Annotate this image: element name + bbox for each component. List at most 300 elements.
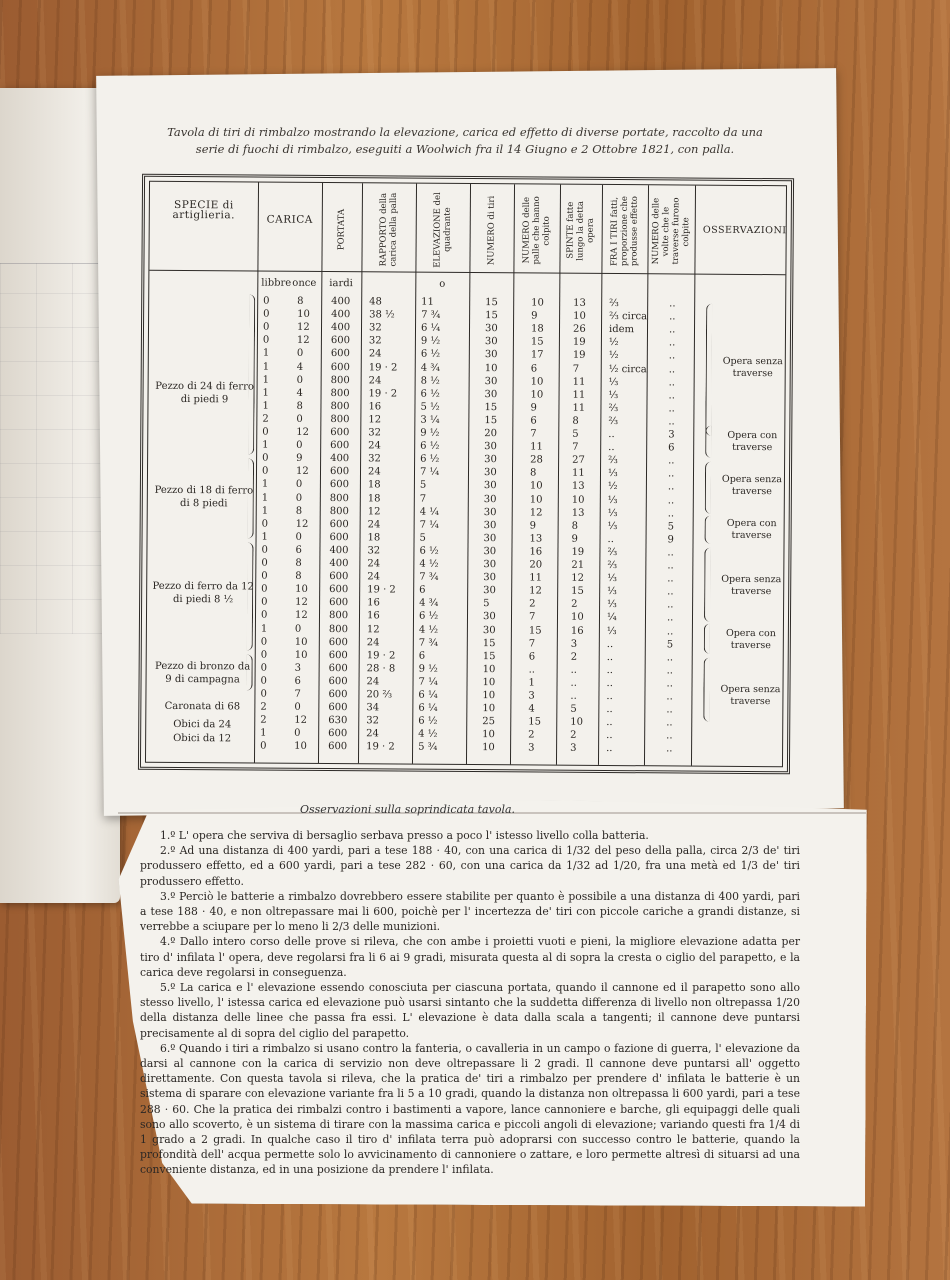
header-specie: SPECIE di artiglieria. (172, 198, 236, 222)
cell-elevazione: 7 ¼ (419, 519, 439, 531)
cell-once: 12 (296, 322, 310, 334)
cell-rapporto: 12 (368, 414, 382, 426)
cell-elevazione: 7 ¼ (419, 466, 440, 479)
cell-numero-tiri: 15 (484, 401, 498, 414)
cell-numero-tiri: 30 (482, 611, 496, 623)
cell-numero-palle: 9 (530, 402, 537, 414)
cell-libbre: 0 (261, 557, 268, 569)
cell-portata: 600 (330, 361, 350, 373)
cell-numero-palle: 15 (528, 624, 542, 637)
notes-body (140, 828, 800, 1178)
observation: Opera con traverse (725, 627, 776, 652)
cell-once: 8 (295, 570, 302, 582)
left-page-ghost-table (0, 263, 108, 634)
cell-portata: 600 (330, 335, 351, 347)
group-brace (248, 294, 255, 454)
observation: Opera senza traverse (721, 573, 782, 598)
cell-once: 12 (294, 610, 308, 622)
cell-once: 10 (294, 649, 308, 661)
cell-elevazione: 11 (421, 296, 434, 308)
cell-rapporto: 20 ⅔ (366, 689, 393, 701)
cell-rapporto: 24 (368, 374, 382, 387)
cell-fra-tiri: ¼ (606, 612, 617, 624)
cell-numero-volte: 9 (667, 534, 674, 546)
cell-elevazione: 6 ½ (420, 349, 441, 361)
cell-elevazione: 7 (419, 493, 427, 505)
cell-spinte: 11 (572, 389, 586, 401)
cell-once: 3 (294, 662, 302, 674)
cell-once: 6 (295, 544, 302, 556)
cell-elevazione: 7 ¼ (418, 676, 438, 688)
cell-fra-tiri: ⅓ (607, 599, 617, 611)
cell-spinte: 11 (572, 402, 586, 414)
notes-title: Osservazioni sulla soprindicata tavola. (300, 803, 516, 816)
cell-once: 12 (295, 518, 309, 530)
cell-spinte: 7 (572, 441, 579, 453)
cell-elevazione: 7 ¾ (421, 309, 441, 321)
cell-spinte: 10 (570, 716, 584, 729)
cell-portata: 600 (329, 571, 349, 583)
cell-fra-tiri: .. (606, 743, 613, 755)
cell-rapporto: 24 (366, 636, 380, 648)
cell-numero-tiri: 30 (482, 624, 496, 636)
cell-fra-tiri: .. (606, 704, 613, 716)
cell-portata: 800 (329, 492, 349, 504)
cell-once: 10 (294, 741, 307, 753)
cell-spinte: .. (570, 690, 577, 702)
cell-spinte: 13 (573, 297, 586, 309)
cell-spinte: .. (570, 677, 577, 689)
cell-numero-volte: .. (667, 547, 674, 559)
cell-once: 0 (296, 374, 304, 386)
cell-spinte: 15 (571, 585, 584, 598)
cell-numero-palle: 10 (530, 389, 544, 401)
cell-elevazione: 7 ¾ (418, 637, 439, 649)
cell-once: 12 (296, 335, 310, 347)
cell-portata: 600 (328, 649, 348, 661)
cell-rapporto: 32 (368, 427, 382, 439)
cell-portata: 800 (330, 387, 350, 399)
cell-elevazione: 6 ½ (419, 545, 439, 557)
cell-libbre: 1 (260, 623, 268, 635)
cell-libbre: 1 (262, 347, 270, 360)
cell-numero-palle: 4 (528, 703, 535, 715)
cell-numero-palle: 3 (528, 742, 535, 754)
cell-spinte: 13 (571, 507, 585, 519)
cell-libbre: 0 (261, 518, 269, 530)
cell-spinte: 9 (571, 533, 578, 545)
cell-numero-tiri: 30 (484, 323, 498, 335)
cell-numero-palle: 16 (529, 546, 543, 558)
cell-numero-tiri: 30 (483, 585, 496, 597)
cell-portata: 600 (330, 427, 350, 439)
cell-elevazione: 8 ½ (420, 375, 440, 387)
cell-libbre: 2 (260, 701, 267, 713)
cell-rapporto: 12 (367, 505, 381, 517)
cell-fra-tiri: .. (606, 664, 614, 676)
cell-rapporto: 19 · 2 (367, 584, 396, 596)
group-label: Pezzo di bronzo da 9 di campagna (155, 660, 251, 686)
cell-portata: 400 (329, 544, 349, 557)
cell-numero-tiri: 20 (484, 428, 498, 440)
header-rapporto: RAPPORTO della carica della palla (378, 192, 399, 267)
cell-fra-tiri: ⅓ (608, 376, 619, 388)
cell-fra-tiri: .. (606, 690, 613, 703)
cell-fra-tiri: ⅔ (608, 402, 619, 414)
cell-once: 12 (295, 597, 308, 609)
cell-libbre: 0 (262, 321, 270, 333)
cell-libbre: 0 (260, 675, 267, 687)
cell-libbre: 1 (261, 505, 269, 517)
cell-numero-volte: 5 (667, 521, 675, 533)
cell-numero-palle: 3 (528, 690, 535, 702)
cell-once: 12 (295, 466, 309, 478)
cell-numero-tiri: 30 (483, 506, 497, 518)
cell-numero-volte: .. (667, 586, 674, 598)
cell-spinte: 2 (570, 651, 578, 663)
cell-numero-volte: .. (666, 665, 674, 677)
cell-rapporto: 24 (368, 348, 382, 360)
cell-rapporto: 16 (366, 610, 380, 622)
cell-numero-palle: 8 (529, 467, 537, 479)
cell-numero-volte: .. (667, 573, 674, 585)
cell-elevazione: 4 ½ (418, 624, 439, 636)
table-frame (138, 174, 794, 775)
cell-numero-palle: 10 (529, 480, 543, 492)
cell-portata: 600 (328, 636, 348, 648)
cell-numero-tiri: 30 (483, 559, 497, 571)
cell-portata: 600 (329, 518, 349, 530)
cell-portata: 600 (329, 597, 349, 609)
cell-numero-tiri: 30 (484, 441, 497, 453)
cell-spinte: 10 (570, 612, 584, 624)
cell-libbre: 0 (261, 544, 268, 556)
cell-numero-tiri: 30 (484, 375, 498, 387)
cell-rapporto: 24 (367, 466, 381, 478)
cell-spinte: 11 (571, 468, 585, 480)
cell-elevazione: 6 ½ (420, 388, 440, 400)
cell-elevazione: 6 ½ (418, 715, 438, 727)
cell-numero-volte: .. (666, 704, 673, 716)
cell-portata: 800 (329, 505, 349, 517)
cell-numero-volte: .. (666, 730, 673, 742)
cell-rapporto: 32 (366, 715, 380, 727)
cell-elevazione: 9 ½ (418, 663, 438, 675)
header-spinte: SPINTE fatte lungo la detta opera (565, 200, 596, 261)
note-paragraph: 6.º Quando i tiri a rimbalzo si usano contro la fanteria, o cavalleria in un campo o fazione di guerra, l' elevazione da darsi al cannone con la carica di servizio non deve oltrepassare li 2 gradi. Il cannone deve puntarsi all' oggetto direttamente. Con questa tavola si rileva, che la pratica de' tiri a rimbalzo per prendere d' infilata le batterie è un sistema di sparare con elevazione variante fra li 5 a 10 gradi, quando la distanza non oltrepassa li 600 yardi, pari a tese 288 · 60. Che la pratica dei rimbalzi contro i bastimenti a vapore, lance cannoniere e barche, gli equipaggi delle quali sono allo scoverto, è un sistema di tirare con la massima carica e piccoli angoli di elevazione; variando questi fra 1/4 di 1 grado a 2 gradi. In qualche caso il tiro d' infilata terra può adoprarsi con successo contro le batterie, quando la profondità dell' acqua permette solo lo avvicinamento di cannoniere o zattare, e loro permette altresì di situarsi ad una conveniente distanza, ed in una posizione da prendere l' infilata. (140, 1041, 800, 1177)
cell-fra-tiri: ⅓ (607, 586, 617, 598)
cell-numero-palle: 12 (529, 585, 542, 597)
cell-numero-palle: 2 (529, 598, 536, 610)
cell-elevazione: 4 ½ (419, 558, 439, 570)
cell-fra-tiri: ⅓ (607, 520, 618, 532)
table-caption: Tavola di tiri di rimbalzo mostrando la elevazione, carica ed effetto di diverse portate, raccolto da una serie di fuochi di rimbalzo, eseguiti a Woolwich fra il 14 Giugno e 2 Ottobre 1821, con palla. (167, 125, 763, 156)
cell-elevazione: 6 ¼ (420, 322, 441, 335)
cell-rapporto: 34 (366, 702, 380, 714)
cell-elevazione: 6 (418, 650, 426, 662)
cell-elevazione: 5 (419, 532, 426, 544)
cell-once: 8 (295, 557, 302, 569)
cell-portata: 600 (328, 728, 348, 740)
cell-numero-palle: .. (528, 664, 536, 676)
cell-numero-tiri: 30 (484, 336, 498, 348)
cell-once: 0 (296, 413, 303, 425)
cell-spinte: 3 (570, 638, 578, 650)
cell-numero-tiri: 30 (484, 388, 498, 400)
cell-portata: 600 (329, 531, 349, 543)
cell-elevazione: 6 ½ (420, 440, 440, 452)
cell-rapporto: 18 (367, 479, 381, 491)
cell-fra-tiri: .. (608, 428, 615, 441)
cell-portata: 600 (329, 584, 349, 596)
cell-numero-tiri: 30 (483, 532, 497, 545)
cell-numero-tiri: 5 (483, 598, 490, 610)
cell-libbre: 0 (260, 636, 268, 648)
cell-numero-volte: .. (668, 416, 675, 428)
table-inner (145, 181, 787, 767)
note-paragraph: 1.º L' opera che serviva di bersaglio serbava presso a poco l' istesso livello colla batteria. (160, 829, 649, 842)
cell-numero-palle: 15 (528, 716, 542, 728)
cell-rapporto: 16 (367, 597, 380, 609)
cell-rapporto: 19 · 2 (366, 741, 395, 753)
cell-once: 10 (295, 583, 308, 596)
cell-once: 9 (296, 453, 303, 465)
observation: Opera senza traverse (720, 683, 781, 708)
cell-portata: 400 (331, 296, 351, 308)
cell-numero-tiri: 30 (484, 454, 497, 466)
header-elevazione: ELEVAZIONE del quadrante (432, 191, 453, 268)
cell-fra-tiri: ⅓ (607, 494, 618, 506)
cell-spinte: 13 (571, 481, 585, 493)
cell-numero-tiri: 25 (482, 716, 496, 728)
cell-numero-palle: 20 (529, 559, 543, 571)
cell-portata: 600 (328, 689, 348, 701)
cell-numero-palle: 2 (528, 729, 535, 741)
cell-fra-tiri: ⅔ (608, 415, 619, 427)
cell-once: 4 (296, 361, 304, 373)
header-portata: PORTATA (336, 208, 347, 250)
cell-numero-volte: .. (668, 390, 675, 402)
group-brace (248, 458, 255, 538)
cell-libbre: 0 (261, 596, 268, 608)
cell-portata: 600 (329, 466, 350, 478)
cell-libbre: 1 (260, 727, 267, 739)
cell-spinte: 3 (570, 743, 577, 755)
cell-portata: 600 (330, 440, 350, 452)
cell-numero-palle: 11 (530, 441, 543, 453)
cell-spinte: 5 (570, 703, 577, 715)
cell-numero-volte: .. (668, 363, 676, 375)
cell-elevazione: 6 (419, 584, 426, 596)
cell-portata: 630 (328, 715, 348, 727)
group-label: Obici da 24 (173, 718, 232, 731)
cell-numero-tiri: 10 (482, 677, 496, 689)
cell-spinte: 19 (571, 546, 585, 558)
cell-spinte: 8 (571, 520, 579, 532)
cell-numero-tiri: 10 (482, 703, 496, 715)
cell-spinte: 10 (573, 310, 586, 322)
cell-once: 0 (294, 701, 301, 713)
cell-once: 8 (295, 505, 303, 517)
cell-once: 6 (294, 675, 301, 687)
cell-spinte: 19 (572, 337, 586, 349)
cell-rapporto: 24 (368, 440, 381, 452)
cell-once: 10 (294, 636, 308, 648)
cell-fra-tiri: ½ circa (608, 363, 647, 375)
cell-libbre: 2 (260, 714, 267, 726)
cell-numero-volte: .. (666, 678, 673, 690)
cell-once: 4 (296, 387, 303, 399)
cell-fra-tiri: idem (608, 324, 635, 336)
cell-numero-tiri: 30 (484, 349, 498, 361)
cell-fra-tiri: ⅔ (609, 297, 619, 310)
cell-numero-palle: 28 (530, 454, 543, 466)
cell-libbre: 0 (261, 570, 268, 582)
cell-numero-volte: .. (669, 311, 676, 323)
cell-numero-volte: .. (666, 743, 673, 755)
cell-numero-volte: .. (666, 652, 674, 664)
cell-libbre: 1 (262, 374, 270, 386)
cell-numero-volte: .. (668, 324, 676, 336)
cell-elevazione: 4 ¾ (420, 362, 441, 374)
cell-spinte: 12 (571, 572, 585, 584)
cell-spinte: 11 (572, 376, 586, 388)
cell-numero-palle: 7 (530, 428, 537, 440)
cell-elevazione: 6 ½ (418, 611, 439, 623)
cell-once: 8 (296, 400, 303, 412)
cell-numero-palle: 7 (528, 611, 536, 623)
cell-numero-volte: .. (668, 455, 675, 467)
cell-numero-tiri: 10 (482, 729, 495, 741)
header-fra-tiri: FRA I TIRI fatti, proporzione che produsse effetto (609, 196, 640, 267)
header-osservazioni: OSSERVAZIONI (702, 224, 787, 237)
unit-gradi: o (439, 278, 446, 290)
cell-numero-volte: 3 (668, 429, 675, 441)
cell-rapporto: 18 (367, 492, 381, 504)
cell-numero-volte: .. (668, 403, 675, 415)
cell-numero-palle: 6 (530, 362, 538, 374)
note-paragraph: 2.º Ad una distanza di 400 yardi, pari a tese 188 · 40, con una carica di 1/32 del peso della palla, circa 2/3 de' tiri produssero effetto, ed a 600 yardi, pari a tese 282 · 60, con una carica da 1/32 ad 1/20, fra una metà ed 1/3 de' tiri produssero effetto. (140, 844, 800, 888)
cell-portata: 600 (329, 479, 350, 491)
cell-elevazione: 4 ¾ (419, 597, 439, 610)
cell-rapporto: 18 (367, 532, 381, 544)
unit-once: once (292, 277, 317, 289)
cell-libbre: 0 (260, 688, 267, 700)
cell-fra-tiri: ⅓ (608, 389, 619, 401)
cell-spinte: 7 (572, 363, 580, 375)
cell-numero-palle: 1 (528, 677, 535, 689)
note-paragraph: 4.º Dallo intero corso delle prove si rileva, che con ambe i proietti vuoti e pieni, la migliore elevazione adatta per tiro d' infilata l' opera, deve regolarsi fra li 6 ai 9 gradi, misurata questa al di sopra la cresta o ciglio del parapetto, e la carica deve regolarsi in conseguenza. (140, 935, 800, 979)
cell-fra-tiri: ½ (607, 481, 618, 493)
cell-fra-tiri: .. (606, 717, 613, 729)
cell-rapporto: 32 (367, 545, 381, 557)
cell-elevazione: 6 ½ (420, 453, 440, 466)
cell-portata: 600 (330, 348, 350, 360)
cell-spinte: 16 (570, 625, 584, 637)
cell-libbre: 0 (262, 452, 269, 464)
cell-numero-palle: 15 (530, 336, 544, 348)
note-paragraph: 5.º La carica e l' elevazione essendo conosciuta per ciascuna portata, quando il cannone ed il parapetto sono allo stesso livello, l' istessa carica ed elevazione può usarsi sintanto che la suddetta differenza di livello non oltrepassa 1/20 della distanza delle linee che passa fra essi. L' elevazione è data dalla scala a tangenti; il cannone deve puntarsi precisamente al di sopra del ciglio del parapetto. (140, 981, 800, 1040)
cell-spinte: 2 (570, 730, 577, 742)
cell-fra-tiri: .. (606, 651, 614, 663)
cell-once: 0 (294, 623, 302, 635)
cell-numero-volte: .. (666, 625, 674, 637)
cell-numero-palle: 9 (529, 520, 537, 532)
cell-numero-volte: .. (667, 599, 674, 611)
cell-rapporto: 32 (368, 335, 382, 347)
cell-rapporto: 12 (366, 623, 380, 635)
cell-numero-volte: .. (666, 717, 673, 729)
group-brace (246, 654, 252, 690)
cell-libbre: 0 (260, 740, 267, 753)
cell-numero-tiri: 30 (483, 467, 497, 479)
cell-once: 0 (296, 348, 304, 360)
cell-elevazione: 9 ½ (420, 427, 440, 439)
cell-numero-volte: .. (668, 337, 676, 349)
observation: Opera senza traverse (721, 473, 783, 498)
cell-once: 7 (294, 688, 301, 700)
cell-numero-tiri: 30 (483, 480, 497, 492)
group-label: Pezzo di 24 di ferro di piedi 9 (155, 380, 254, 406)
cell-numero-tiri: 15 (482, 650, 496, 662)
cell-fra-tiri: .. (606, 638, 614, 650)
cell-libbre: 1 (262, 361, 270, 373)
group-brace (247, 542, 254, 650)
cell-once: 0 (294, 728, 301, 740)
cell-rapporto: 24 (367, 558, 381, 570)
cell-spinte: 8 (572, 415, 579, 427)
cell-elevazione: 3 ¼ (420, 414, 440, 426)
cell-numero-volte: .. (667, 560, 674, 572)
cell-elevazione: 7 ¾ (419, 571, 439, 583)
cell-rapporto: 32 (368, 453, 381, 465)
cell-numero-volte: .. (668, 350, 676, 362)
cell-libbre: 2 (262, 413, 269, 425)
cell-elevazione: 5 ½ (420, 401, 440, 413)
cell-numero-palle: 17 (530, 349, 544, 361)
cell-numero-tiri: 15 (485, 310, 498, 322)
cell-libbre: 0 (263, 295, 270, 307)
cell-fra-tiri: ⅓ (607, 573, 618, 585)
cell-numero-volte: 6 (668, 442, 675, 454)
cell-numero-palle: 18 (530, 323, 544, 335)
cell-elevazione: 6 ¼ (418, 702, 438, 714)
cell-once: 12 (294, 714, 308, 727)
cell-portata: 400 (331, 309, 351, 321)
cell-numero-tiri: 30 (483, 493, 497, 505)
cell-numero-tiri: 15 (485, 297, 498, 309)
cell-portata: 800 (330, 374, 350, 386)
cell-fra-tiri: ⅓ (607, 468, 618, 480)
cell-rapporto: 19 · 2 (368, 388, 398, 400)
cell-portata: 600 (328, 741, 348, 753)
observation: Opera con traverse (726, 517, 777, 542)
cell-numero-palle: 13 (529, 533, 543, 545)
cell-rapporto: 32 (368, 322, 382, 334)
cell-spinte: 19 (572, 350, 586, 362)
cell-once: 0 (295, 479, 303, 491)
cell-libbre: 0 (262, 334, 270, 346)
cell-libbre: 0 (262, 426, 269, 438)
cell-rapporto: 16 (368, 401, 382, 413)
cell-numero-palle: 6 (530, 415, 537, 427)
cell-rapporto: 38 ½ (369, 309, 395, 321)
cell-once: 10 (297, 308, 310, 320)
group-label: Caronata di 68 (164, 700, 241, 713)
cell-fra-tiri: ⅔ circa (609, 311, 648, 323)
cell-fra-tiri: ½ (608, 337, 619, 349)
cell-numero-tiri: 30 (483, 519, 497, 531)
